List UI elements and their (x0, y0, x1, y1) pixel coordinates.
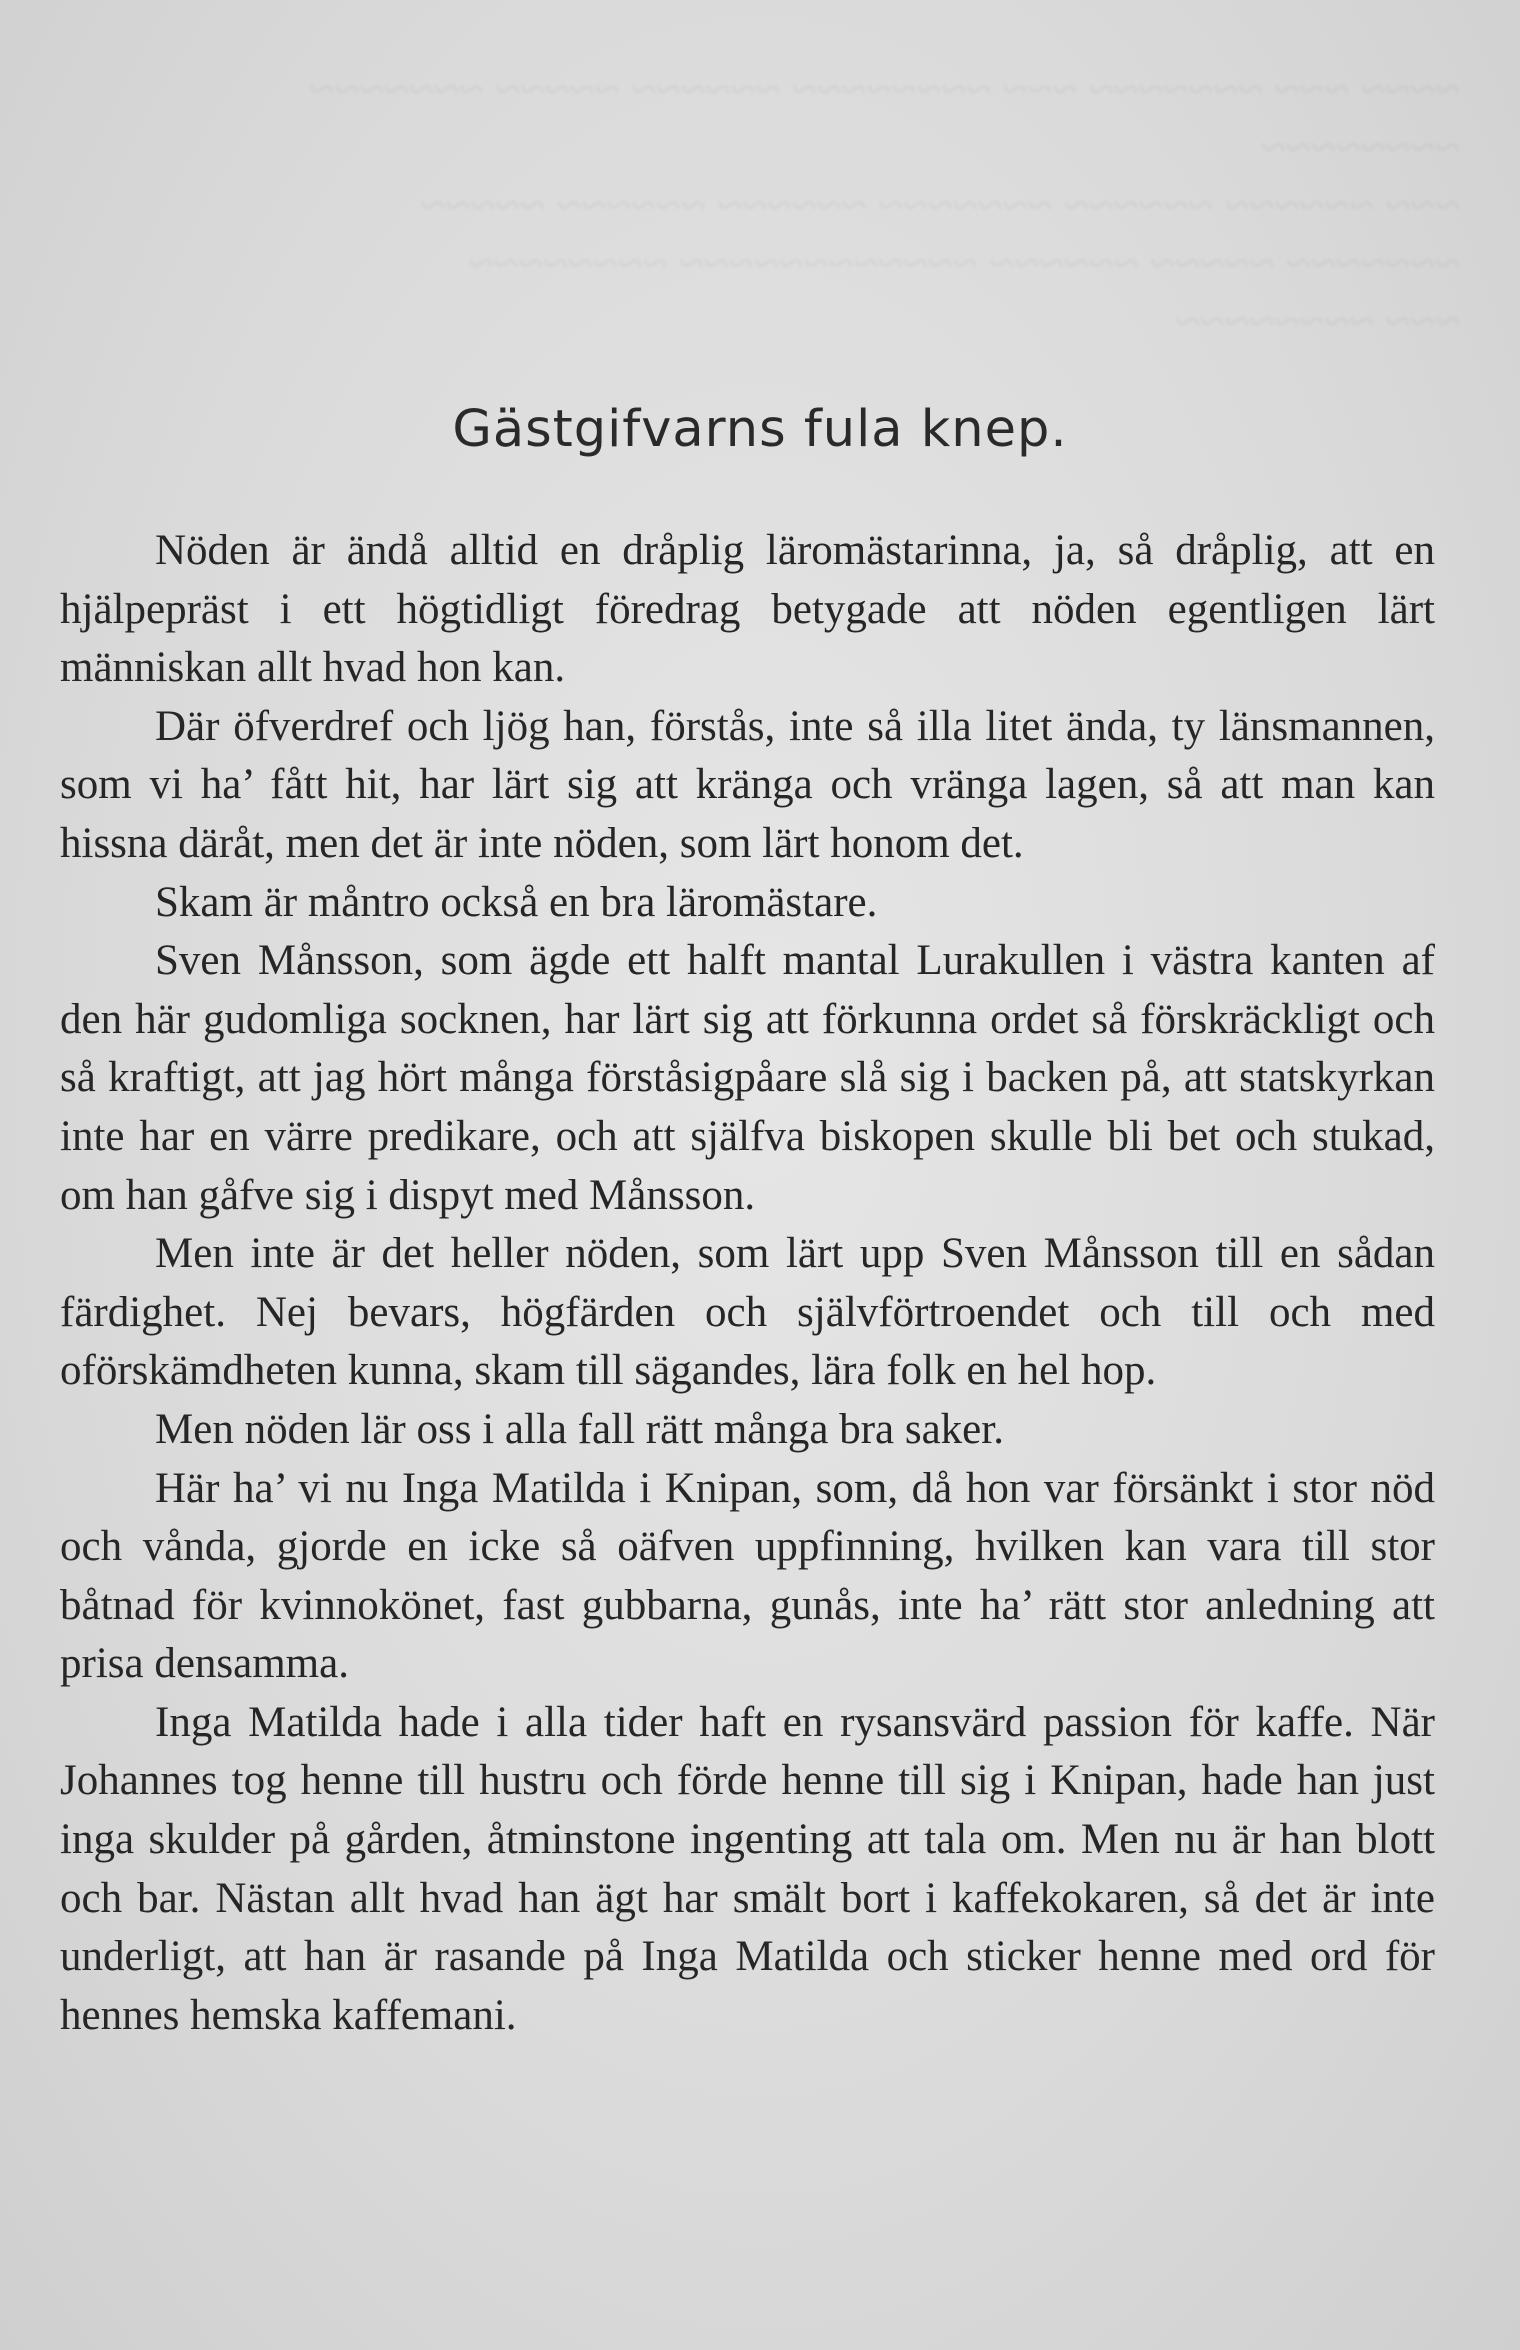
paragraph-2: Där öfverdref och ljög han, förstås, inte så illa litet ända, ty länsmannen, som vi ha’ fått hit, har lärt sig att kränga och vränga lagen, så att man kan hissna däråt, men det är inte nöden, som lärt honom det. (60, 702, 1435, 867)
chapter-title: Gästgifvarns fula knep. (452, 400, 1068, 459)
paragraph-1: Nöden är ändå alltid en dråplig läromästarinna, ja, så dråplig, att en hjälpepräst i ett högtidligt föredrag betygade att nöden egentligen lärt människan allt hvad hon kan. (60, 527, 1435, 692)
paragraph-5: Men inte är det heller nöden, som lärt upp Sven Månsson till en sådan färdighet. Nej bevars, högfärden och självförtroendet och till och med oförskämdheten kunna, skam till sägandes, lära folk en hel hop. (60, 1230, 1435, 1395)
paragraph-8: Inga Matilda hade i alla tider haft en rysansvärd passion för kaffe. När Johannes tog henne till hustru och förde henne till sig i Knipan, hade han just inga skulder på gården, åtminstone ingenting att tala om. Men nu är han blott och bar. Nästan allt hvad han ägt har smält bort i kaffekokaren, så det är inte underligt, att han är rasande på Inga Matilda och sticker henne med ord för hennes hemska kaffemani. (60, 1698, 1435, 2039)
paragraph-7: Här ha’ vi nu Inga Matilda i Knipan, som, då hon var försänkt i stor nöd och vånda, gjorde en icke så oäfven uppfinning, hvilken kan vara till stor båtnad för kvinnokönet, fast gubbarna, gunås, inte ha’ rätt stor anledning att prisa densamma. (60, 1464, 1435, 1688)
paragraph-6: Men nöden lär oss i alla fall rätt många bra saker. (155, 1405, 1004, 1453)
paragraph-3: Skam är måntro också en bra läromästare. (155, 878, 878, 926)
chapter-body (60, 522, 1435, 2045)
paragraph-4: Sven Månsson, som ägde ett halft mantal Lurakullen i västra kanten af den här gudomliga socknen, har lärt sig att förkunna ordet så förskräckligt och så kraftigt, att jag hört många förståsigpåare slå sig i backen på, att statskyrkan inte har en värre predikare, och att själfva biskopen skulle bli bet och stukad, om han gåfve sig i dispyt med Månsson. (60, 937, 1435, 1219)
show-through-text: ~~~~ ~~~ ~~~~~~~ ~~~ ~~~~~~~~ ~~~~~~ ~~~~~ ~~~~~~~ ~~~~~~~~ ~~~ ~~~~~~ ~~~~~~ ~~~~~~~ ~~~~~~ ~~~~~~ ~~~~~ ~~~~~~~ ~~~~~ ~~~~~~ ~~~~~~~~~~~~ ~~~~~~~~ ~~~ ~~~~~~~~ (309, 63, 1460, 346)
